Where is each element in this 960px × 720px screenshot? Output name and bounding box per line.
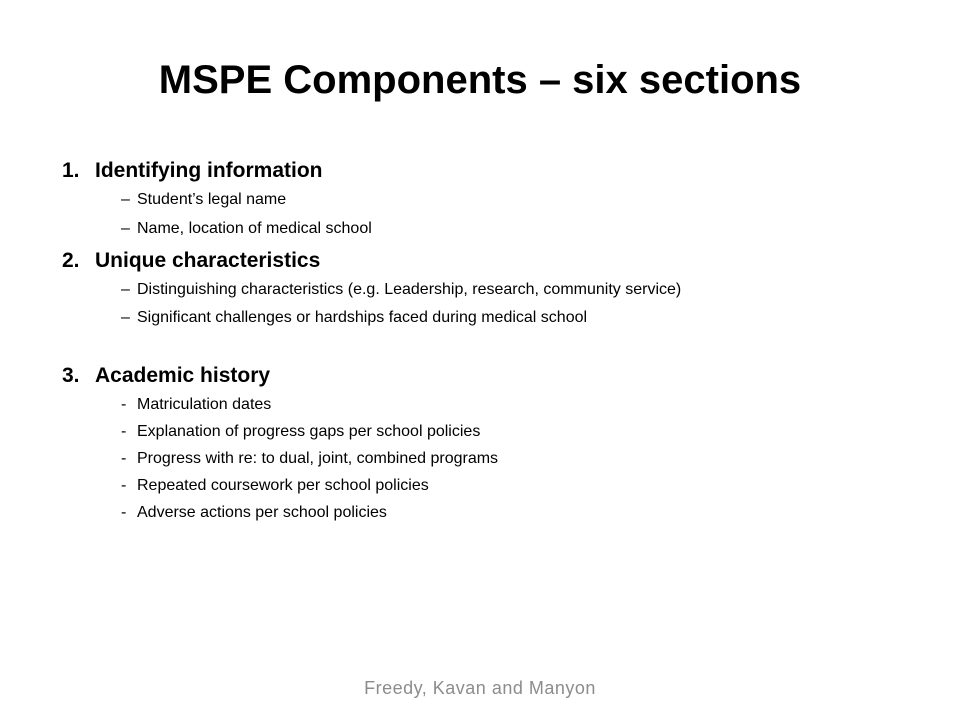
dash-marker: – bbox=[121, 191, 130, 208]
list-item bbox=[0, 306, 960, 330]
list-item-text: Progress with re: to dual, joint, combined programs bbox=[137, 450, 499, 467]
hyphen-marker: - bbox=[121, 450, 127, 467]
hyphen-marker: - bbox=[121, 477, 127, 494]
section-heading bbox=[0, 247, 960, 275]
slide-title: MSPE Components – six sections bbox=[158, 58, 802, 102]
list-item-text: Repeated coursework per school policies bbox=[137, 477, 429, 494]
list-item-text: Explanation of progress gaps per school policies bbox=[137, 423, 481, 440]
hyphen-marker: - bbox=[121, 423, 127, 440]
list-item-text: Distinguishing characteristics (e.g. Leadership, research, community service) bbox=[137, 281, 682, 298]
section-number: 3. bbox=[62, 364, 80, 387]
list-item bbox=[0, 420, 960, 444]
list-item bbox=[0, 447, 960, 471]
section-number: 1. bbox=[62, 159, 80, 182]
section-heading bbox=[0, 157, 960, 185]
hyphen-marker: - bbox=[121, 504, 127, 521]
list-item bbox=[0, 474, 960, 498]
list-item-text: Name, location of medical school bbox=[137, 220, 372, 237]
list-item-text: Adverse actions per school policies bbox=[137, 504, 387, 521]
section-number: 2. bbox=[62, 249, 80, 272]
list-item-text: Student’s legal name bbox=[137, 191, 287, 208]
list-item bbox=[0, 188, 960, 212]
list-item bbox=[0, 393, 960, 417]
section-heading-text: Unique characteristics bbox=[95, 249, 321, 272]
list-item bbox=[0, 278, 960, 302]
dash-marker: – bbox=[121, 309, 130, 326]
section-heading-text: Academic history bbox=[95, 364, 271, 387]
slide-footer: Freedy, Kavan and Manyon bbox=[364, 678, 596, 698]
list-item-text: Matriculation dates bbox=[137, 396, 272, 413]
list-item-text: Significant challenges or hardships faced during medical school bbox=[137, 309, 588, 326]
dash-marker: – bbox=[121, 281, 130, 298]
section-heading-text: Identifying information bbox=[95, 159, 323, 182]
list-item bbox=[0, 501, 960, 525]
list-item bbox=[0, 217, 960, 241]
hyphen-marker: - bbox=[121, 396, 127, 413]
dash-marker: – bbox=[121, 220, 130, 237]
section-heading bbox=[0, 362, 960, 390]
